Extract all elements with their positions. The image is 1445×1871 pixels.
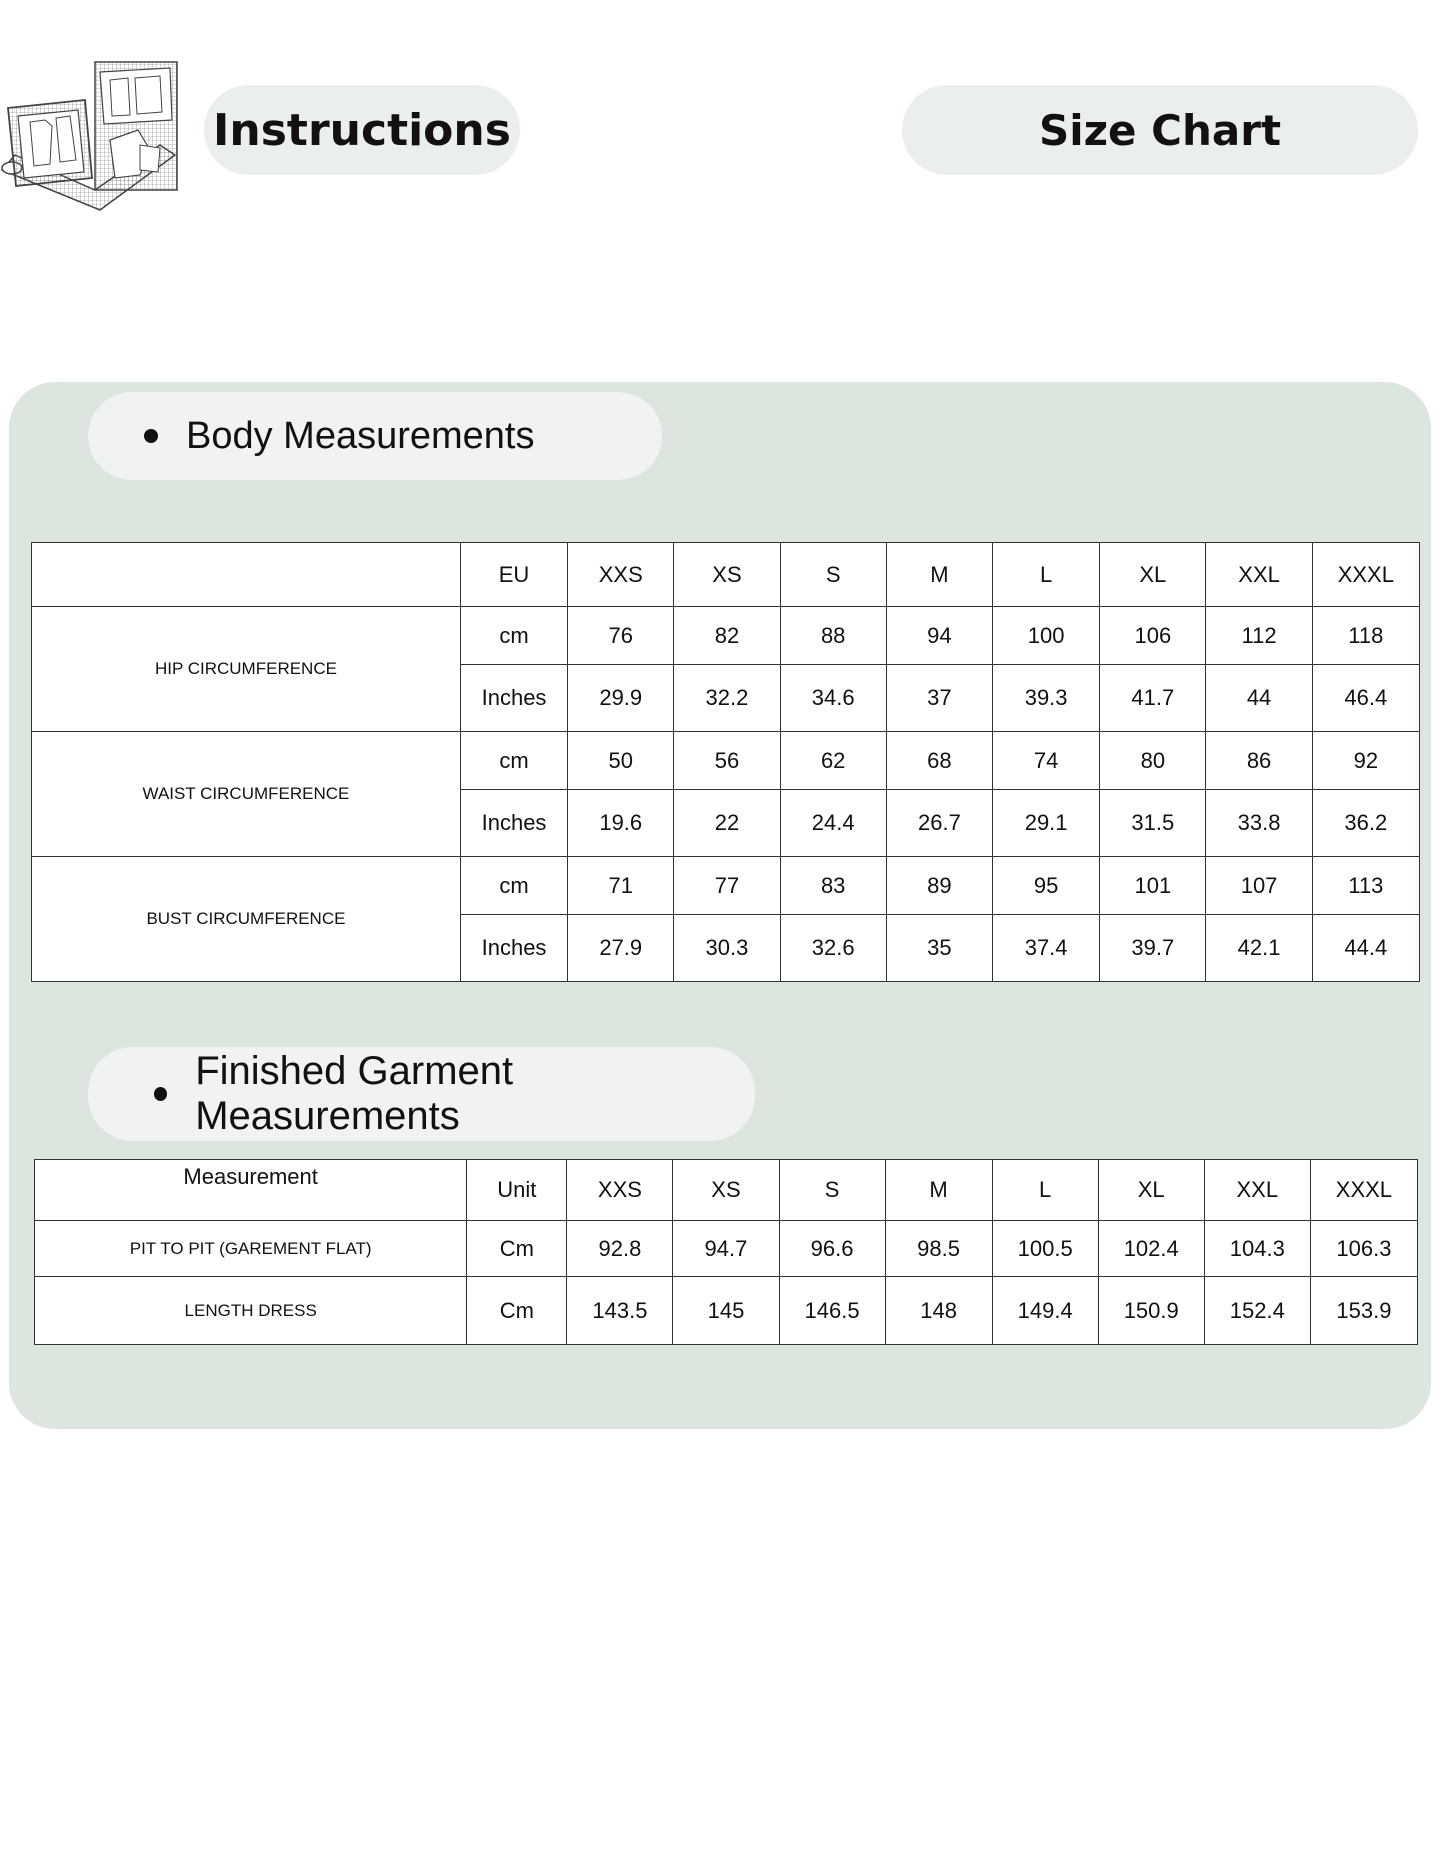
unit-header: Unit <box>467 1160 567 1221</box>
value-cell: 94.7 <box>673 1221 779 1277</box>
size-header: XS <box>673 1160 779 1221</box>
size-header: S <box>779 1160 885 1221</box>
unit-header: EU <box>460 543 567 607</box>
value-cell: 24.4 <box>780 790 886 857</box>
value-cell: 100.5 <box>992 1221 1098 1277</box>
size-header: XL <box>1098 1160 1204 1221</box>
row-label: LENGTH DRESS <box>35 1277 467 1345</box>
value-cell: 27.9 <box>568 915 674 982</box>
row-label: PIT TO PIT (GAREMENT FLAT) <box>35 1221 467 1277</box>
instructions-title: Instructions <box>213 104 511 156</box>
size-header: S <box>780 543 886 607</box>
size-chart-title: Size Chart <box>1038 105 1282 155</box>
table-row <box>35 1221 1418 1277</box>
value-cell: 88 <box>780 607 886 665</box>
value-cell: 145 <box>673 1277 779 1345</box>
value-cell: 29.1 <box>993 790 1100 857</box>
size-header: M <box>886 543 992 607</box>
value-cell: 102.4 <box>1098 1221 1204 1277</box>
value-cell: 92 <box>1312 732 1419 790</box>
instructions-pill <box>204 85 520 175</box>
value-cell: 32.6 <box>780 915 886 982</box>
value-cell: 26.7 <box>886 790 992 857</box>
unit-cell: Cm <box>467 1221 567 1277</box>
bullet-icon <box>144 429 158 443</box>
body-measurements-table <box>31 542 1420 982</box>
size-header: XXS <box>568 543 674 607</box>
value-cell: 100 <box>993 607 1100 665</box>
value-cell: 153.9 <box>1310 1277 1417 1345</box>
table-header-row <box>35 1160 1418 1221</box>
value-cell: 22 <box>674 790 780 857</box>
measurement-header: Measurement <box>35 1160 467 1221</box>
row-label: HIP CIRCUMFERENCE <box>32 607 461 732</box>
value-cell: 148 <box>885 1277 992 1345</box>
size-header: L <box>993 543 1100 607</box>
value-cell: 33.8 <box>1206 790 1312 857</box>
bullet-icon <box>154 1087 167 1101</box>
unit-cell: Inches <box>460 665 567 732</box>
value-cell: 32.2 <box>674 665 780 732</box>
size-header: M <box>885 1160 992 1221</box>
value-cell: 44 <box>1206 665 1312 732</box>
garment-measurements-table <box>34 1159 1418 1345</box>
value-cell: 152.4 <box>1204 1277 1310 1345</box>
value-cell: 37 <box>886 665 992 732</box>
value-cell: 74 <box>993 732 1100 790</box>
value-cell: 95 <box>993 857 1100 915</box>
value-cell: 80 <box>1100 732 1206 790</box>
unit-cell: cm <box>460 857 567 915</box>
value-cell: 34.6 <box>780 665 886 732</box>
value-cell: 50 <box>568 732 674 790</box>
value-cell: 71 <box>568 857 674 915</box>
body-measurements-title: Body Measurements <box>186 414 535 457</box>
value-cell: 150.9 <box>1098 1277 1204 1345</box>
value-cell: 36.2 <box>1312 790 1419 857</box>
size-header: XXXL <box>1312 543 1419 607</box>
value-cell: 98.5 <box>885 1221 992 1277</box>
size-header: XXXL <box>1310 1160 1417 1221</box>
value-cell: 113 <box>1312 857 1419 915</box>
value-cell: 118 <box>1312 607 1419 665</box>
value-cell: 143.5 <box>567 1277 673 1345</box>
row-label: BUST CIRCUMFERENCE <box>32 857 461 982</box>
value-cell: 96.6 <box>779 1221 885 1277</box>
garment-measurements-heading <box>88 1047 755 1141</box>
value-cell: 39.7 <box>1100 915 1206 982</box>
value-cell: 68 <box>886 732 992 790</box>
size-header: XXS <box>567 1160 673 1221</box>
sewing-pattern-icon <box>0 60 180 215</box>
value-cell: 44.4 <box>1312 915 1419 982</box>
value-cell: 106 <box>1100 607 1206 665</box>
size-header: XXL <box>1204 1160 1310 1221</box>
table-row <box>32 732 1420 790</box>
measurements-panel <box>9 382 1431 1429</box>
value-cell: 146.5 <box>779 1277 885 1345</box>
value-cell: 37.4 <box>993 915 1100 982</box>
value-cell: 19.6 <box>568 790 674 857</box>
unit-cell: Cm <box>467 1277 567 1345</box>
unit-cell: Inches <box>460 915 567 982</box>
table-row <box>35 1277 1418 1345</box>
value-cell: 30.3 <box>674 915 780 982</box>
value-cell: 89 <box>886 857 992 915</box>
value-cell: 62 <box>780 732 886 790</box>
value-cell: 41.7 <box>1100 665 1206 732</box>
value-cell: 35 <box>886 915 992 982</box>
value-cell: 92.8 <box>567 1221 673 1277</box>
value-cell: 46.4 <box>1312 665 1419 732</box>
value-cell: 106.3 <box>1310 1221 1417 1277</box>
table-header-row <box>32 543 1420 607</box>
value-cell: 56 <box>674 732 780 790</box>
size-header: L <box>992 1160 1098 1221</box>
value-cell: 101 <box>1100 857 1206 915</box>
unit-cell: cm <box>460 732 567 790</box>
value-cell: 76 <box>568 607 674 665</box>
value-cell: 31.5 <box>1100 790 1206 857</box>
value-cell: 86 <box>1206 732 1312 790</box>
size-header: XXL <box>1206 543 1312 607</box>
value-cell: 82 <box>674 607 780 665</box>
unit-cell: Inches <box>460 790 567 857</box>
value-cell: 83 <box>780 857 886 915</box>
garment-measurements-title: Finished Garment Measurements <box>195 1049 514 1138</box>
value-cell: 42.1 <box>1206 915 1312 982</box>
value-cell: 104.3 <box>1204 1221 1310 1277</box>
value-cell: 112 <box>1206 607 1312 665</box>
value-cell: 94 <box>886 607 992 665</box>
size-header: XL <box>1100 543 1206 607</box>
value-cell: 107 <box>1206 857 1312 915</box>
size-chart-pill <box>902 85 1418 175</box>
table-row <box>32 857 1420 915</box>
unit-cell: cm <box>460 607 567 665</box>
value-cell: 149.4 <box>992 1277 1098 1345</box>
size-header: XS <box>674 543 780 607</box>
value-cell: 77 <box>674 857 780 915</box>
value-cell: 29.9 <box>568 665 674 732</box>
corner-cell <box>32 543 461 607</box>
value-cell: 39.3 <box>993 665 1100 732</box>
row-label: WAIST CIRCUMFERENCE <box>32 732 461 857</box>
body-measurements-heading <box>88 392 662 480</box>
table-row <box>32 607 1420 665</box>
